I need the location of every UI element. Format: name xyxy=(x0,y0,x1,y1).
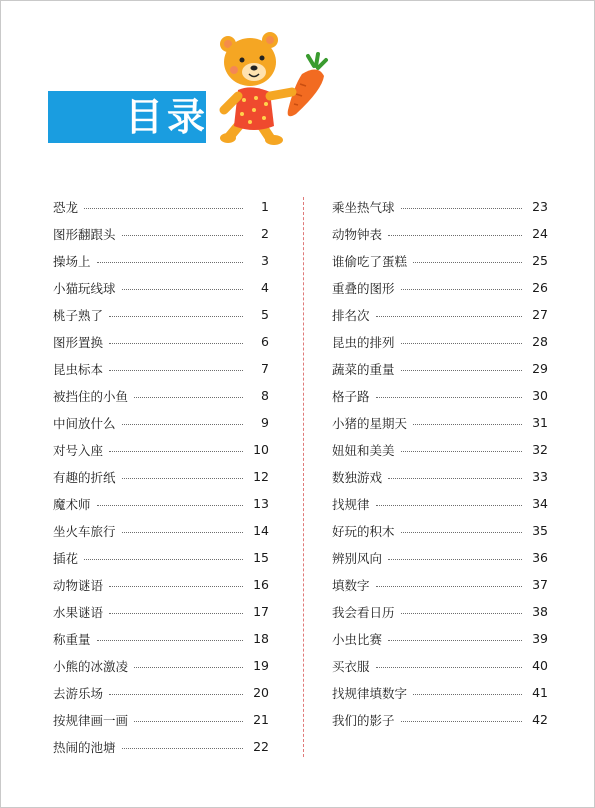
toc-entry-title: 插花 xyxy=(53,550,79,566)
toc-entry-page-number: 24 xyxy=(532,226,548,241)
toc-entry-page-number: 27 xyxy=(532,307,548,322)
toc-entry-title: 坐火车旅行 xyxy=(53,523,116,539)
toc-entry-title: 去游乐场 xyxy=(53,685,104,701)
toc-entry[interactable] xyxy=(332,706,548,733)
toc-entry-page-number: 6 xyxy=(261,334,269,349)
dot-leader xyxy=(122,532,243,533)
toc-entry-page-number: 39 xyxy=(532,631,548,646)
dot-leader xyxy=(134,397,243,398)
toc-entry-title: 我会看日历 xyxy=(332,604,395,620)
toc-entry-title: 谁偷吃了蛋糕 xyxy=(332,253,408,269)
toc-entry-title: 恐龙 xyxy=(53,199,79,215)
toc-entry-title: 中间放什么 xyxy=(53,415,116,431)
toc-entry-title: 买衣服 xyxy=(332,658,370,674)
toc-entry-page-number: 21 xyxy=(253,712,269,727)
toc-entry[interactable] xyxy=(53,706,269,733)
toc-entry[interactable] xyxy=(332,193,548,220)
toc-entry-page-number: 26 xyxy=(532,280,548,295)
toc-entry-page-number: 30 xyxy=(532,388,548,403)
toc-left-column xyxy=(53,193,269,760)
toc-entry-title: 桃子熟了 xyxy=(53,307,104,323)
toc-entry[interactable] xyxy=(332,625,548,652)
toc-entry[interactable] xyxy=(332,544,548,571)
dot-leader xyxy=(413,424,522,425)
toc-entry-title: 操场上 xyxy=(53,253,91,269)
toc-entry-page-number: 10 xyxy=(253,442,269,457)
toc-entry[interactable] xyxy=(332,409,548,436)
toc-entry[interactable] xyxy=(53,544,269,571)
dot-leader xyxy=(413,262,522,263)
toc-entry-page-number: 42 xyxy=(532,712,548,727)
toc-entry-page-number: 13 xyxy=(253,496,269,511)
toc-entry-title: 找规律填数字 xyxy=(332,685,408,701)
toc-entry-page-number: 16 xyxy=(253,577,269,592)
toc-entry-page-number: 3 xyxy=(261,253,269,268)
toc-entry-title: 动物谜语 xyxy=(53,577,104,593)
dot-leader xyxy=(109,370,243,371)
dot-leader xyxy=(122,235,243,236)
toc-entry-title: 小熊的冰激凌 xyxy=(53,658,129,674)
toc-entry-title: 称重量 xyxy=(53,631,91,647)
toc-entry-title: 妞妞和美美 xyxy=(332,442,395,458)
toc-entry[interactable] xyxy=(53,652,269,679)
carrot-icon xyxy=(288,54,326,116)
toc-entry-page-number: 25 xyxy=(532,253,548,268)
toc-entry-page-number: 1 xyxy=(261,199,269,214)
toc-entry[interactable] xyxy=(332,598,548,625)
toc-entry-page-number: 35 xyxy=(532,523,548,538)
toc-entry-page-number: 41 xyxy=(532,685,548,700)
dot-leader xyxy=(388,559,522,560)
dot-leader xyxy=(388,640,522,641)
dot-leader xyxy=(97,505,243,506)
dot-leader xyxy=(122,478,243,479)
toc-entry-title: 格子路 xyxy=(332,388,370,404)
toc-entry-page-number: 4 xyxy=(261,280,269,295)
toc-entry-page-number: 18 xyxy=(253,631,269,646)
toc-entry-title: 对号入座 xyxy=(53,442,104,458)
toc-entry-title: 辨别风向 xyxy=(332,550,383,566)
toc-entry[interactable] xyxy=(332,382,548,409)
toc-entry[interactable] xyxy=(332,679,548,706)
toc-entry-title: 蔬菜的重量 xyxy=(332,361,395,377)
dot-leader xyxy=(388,478,522,479)
toc-entry-title: 乘坐热气球 xyxy=(332,199,395,215)
toc-entry[interactable] xyxy=(53,274,269,301)
toc-entry-page-number: 14 xyxy=(253,523,269,538)
dot-leader xyxy=(376,586,522,587)
toc-right-column xyxy=(332,193,548,733)
toc-entry[interactable] xyxy=(53,571,269,598)
toc-entry[interactable] xyxy=(53,436,269,463)
toc-entry[interactable] xyxy=(332,652,548,679)
toc-entry-page-number: 2 xyxy=(261,226,269,241)
toc-entry[interactable] xyxy=(332,355,548,382)
toc-entry[interactable] xyxy=(53,247,269,274)
toc-entry-page-number: 9 xyxy=(261,415,269,430)
dot-leader xyxy=(376,505,522,506)
toc-entry-page-number: 37 xyxy=(532,577,548,592)
toc-entry[interactable] xyxy=(53,409,269,436)
dot-leader xyxy=(134,667,243,668)
toc-entry[interactable] xyxy=(332,463,548,490)
toc-entry-title: 我们的影子 xyxy=(332,712,395,728)
toc-entry-page-number: 12 xyxy=(253,469,269,484)
toc-entry[interactable] xyxy=(332,301,548,328)
dot-leader xyxy=(109,451,243,452)
toc-entry-title: 数独游戏 xyxy=(332,469,383,485)
toc-entry-title: 有趣的折纸 xyxy=(53,469,116,485)
toc-entry[interactable] xyxy=(53,733,269,760)
column-divider xyxy=(303,197,304,757)
dot-leader xyxy=(401,370,522,371)
dot-leader xyxy=(401,532,522,533)
dot-leader xyxy=(109,343,243,344)
dot-leader xyxy=(401,613,522,614)
toc-entry-page-number: 33 xyxy=(532,469,548,484)
toc-entry-title: 热闹的池塘 xyxy=(53,739,116,755)
dot-leader xyxy=(401,451,522,452)
toc-entry-title: 被挡住的小鱼 xyxy=(53,388,129,404)
toc-entry[interactable] xyxy=(53,382,269,409)
toc-entry[interactable] xyxy=(332,220,548,247)
toc-entry-page-number: 15 xyxy=(253,550,269,565)
toc-entry-title: 好玩的积木 xyxy=(332,523,395,539)
toc-entry-title: 小猪的星期天 xyxy=(332,415,408,431)
toc-entry-page-number: 31 xyxy=(532,415,548,430)
dot-leader xyxy=(401,289,522,290)
dot-leader xyxy=(109,316,243,317)
page-title: 目录 xyxy=(125,94,210,139)
dot-leader xyxy=(122,424,243,425)
dot-leader xyxy=(109,586,243,587)
toc-entry-page-number: 7 xyxy=(261,361,269,376)
toc-entry-page-number: 19 xyxy=(253,658,269,673)
toc-entry[interactable] xyxy=(53,517,269,544)
toc-entry-page-number: 36 xyxy=(532,550,548,565)
dot-leader xyxy=(134,721,243,722)
toc-entry[interactable] xyxy=(332,436,548,463)
toc-entry-page-number: 8 xyxy=(261,388,269,403)
toc-entry[interactable] xyxy=(332,247,548,274)
toc-entry-page-number: 17 xyxy=(253,604,269,619)
toc-entry-title: 水果谜语 xyxy=(53,604,104,620)
toc-entry-page-number: 34 xyxy=(532,496,548,511)
dot-leader xyxy=(376,667,522,668)
dot-leader xyxy=(413,694,522,695)
toc-entry[interactable] xyxy=(332,517,548,544)
toc-entry[interactable] xyxy=(53,328,269,355)
toc-entry-page-number: 29 xyxy=(532,361,548,376)
toc-entry[interactable] xyxy=(53,490,269,517)
toc-entry[interactable] xyxy=(53,679,269,706)
toc-entry-title: 小猫玩线球 xyxy=(53,280,116,296)
toc-entry-page-number: 32 xyxy=(532,442,548,457)
toc-entry-title: 昆虫标本 xyxy=(53,361,104,377)
toc-entry-page-number: 20 xyxy=(253,685,269,700)
toc-entry-page-number: 22 xyxy=(253,739,269,754)
toc-entry-title: 排名次 xyxy=(332,307,370,323)
toc-entry[interactable] xyxy=(53,220,269,247)
toc-entry-title: 动物钟表 xyxy=(332,226,383,242)
toc-entry[interactable] xyxy=(53,598,269,625)
toc-entry-page-number: 28 xyxy=(532,334,548,349)
toc-entry[interactable] xyxy=(53,463,269,490)
toc-entry-page-number: 38 xyxy=(532,604,548,619)
toc-entry-page-number: 40 xyxy=(532,658,548,673)
dot-leader xyxy=(401,208,522,209)
dot-leader xyxy=(97,262,243,263)
toc-entry-title: 重叠的图形 xyxy=(332,280,395,296)
toc-entry[interactable] xyxy=(53,193,269,220)
toc-entry[interactable] xyxy=(53,625,269,652)
toc-entry[interactable] xyxy=(332,328,548,355)
toc-entry-title: 小虫比赛 xyxy=(332,631,383,647)
toc-entry-title: 图形翻跟头 xyxy=(53,226,116,242)
toc-entry-page-number: 5 xyxy=(261,307,269,322)
dot-leader xyxy=(401,343,522,344)
dot-leader xyxy=(376,397,522,398)
bear-carrot-illustration xyxy=(214,30,332,150)
dot-leader xyxy=(122,748,243,749)
toc-entry[interactable] xyxy=(332,274,548,301)
toc-entry-title: 昆虫的排列 xyxy=(332,334,395,350)
dot-leader xyxy=(109,694,243,695)
dot-leader xyxy=(122,289,243,290)
dot-leader xyxy=(401,721,522,722)
dot-leader xyxy=(84,208,243,209)
toc-entry-page-number: 23 xyxy=(532,199,548,214)
toc-entry-title: 按规律画一画 xyxy=(53,712,129,728)
toc-entry[interactable] xyxy=(332,571,548,598)
toc-entry-title: 魔术师 xyxy=(53,496,91,512)
toc-entry[interactable] xyxy=(53,301,269,328)
dot-leader xyxy=(388,235,522,236)
toc-entry-title: 填数字 xyxy=(332,577,370,593)
toc-entry[interactable] xyxy=(53,355,269,382)
dot-leader xyxy=(84,559,243,560)
toc-entry-title: 找规律 xyxy=(332,496,370,512)
dot-leader xyxy=(97,640,243,641)
toc-entry[interactable] xyxy=(332,490,548,517)
dot-leader xyxy=(109,613,243,614)
toc-entry-title: 图形置换 xyxy=(53,334,104,350)
dot-leader xyxy=(376,316,522,317)
